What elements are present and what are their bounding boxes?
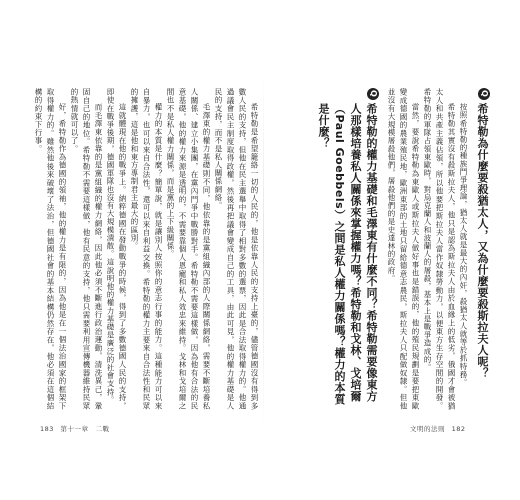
page-number: 183 (40, 425, 54, 433)
question-heading-1 (474, 88, 490, 410)
paragraph: 這就體現在他的戰爭上。納粹德國在發動戰爭的時候，得到了多數德國人民的支持，即使在戰爭後期，德國軍隊也沒有大規模潰散。這說明他的權力基礎是廣泛的社會支持。 (106, 88, 127, 410)
paragraph: 按照希特勒的種族鬥爭理論，猶太人就是最大的內奸，殺猶太人就等於抓特務。 (459, 103, 468, 387)
question-icon: Q (367, 88, 379, 100)
left-footer (40, 424, 114, 433)
question-heading-2 (315, 88, 379, 410)
paragraph: 毛澤東的權力基礎則不同，他依靠的是黨組織內部的人際關係網絡，需要不斷培養私人關係、建立小集團，在黨內鬥爭中戰勝對手。希特勒不需要這樣做，因為他有合法的民意基礎，他的權力來源是透明的，不需要靠個人恩寵和私人效忠來維持。戈林和戈培爾之間也不是私人權力關係，而是黨的上下級關係。 (166, 88, 211, 410)
page-number: 182 (451, 425, 466, 433)
left-page (34, 88, 260, 410)
paragraph: 而毛澤東依靠的是黨組織的權力網絡，因此他必須不斷進行政治運動，清洗異己，鞏固自己的地位。希特勒不需要這樣做，他有民意的支持，他只需要利用宣傳機器維持民眾的熱情就可以了。 (70, 88, 103, 410)
paragraph: 希特勒是希望籠絡一切的人民的，他是依靠人民的支持上臺的，儘管德國沒有得到多數人民的支持，但他在民主選舉中取得了相對多數的選票，因此是合法取得權力的。他通過議會民主制度取得政權，然後再把議會變成自己的工具，由此可見，他的權力基礎是人民的支持，而不是私人關係網絡。 (214, 88, 259, 410)
question-heading-2-text: 希特勒的權力基礎和毛澤東有什麼不同？希特勒需要像東方人那樣培養私人關係來掌握權力嗎？希特勒和戈林、戈培爾（Paul Goebbels）之間是私人權力關係嗎？權力的本質是什麼？ (317, 103, 378, 405)
paragraph: 希特勒其實沒有殺斯拉夫人，他只是認為斯拉夫人由於血緣上的低劣，俄國才會被猶太人和共產主義佔領，所以他要把斯拉夫人當作奴隸勞動力，以便東方生存空間的開發。希特勒的軍隊占領東歐時，對烏克蘭人和波蘭人的屠殺，基本上是戰爭造成的。 (423, 88, 456, 410)
paragraph: 好，希特勒作為德國的領袖，他的權力是有限的，因為他是在一個法治國家的框架下取得權力的。雖然他後來破壞了法治，但德國社會的基本結構仍然存在，他必須在這個結構的約束下行事。 (34, 88, 67, 410)
right-footer (410, 424, 470, 433)
paragraph: 當然，要說希特勒為東歐人或斯拉夫人做好事也是錯誤的，他的殖民規劃是要把東歐變成德國的農業殖民地，歐洲東部的土地只留給德意志農民，斯拉夫人只配做奴隸。但他並沒有大規模屠殺他們，屠殺他們的是史達林的政府。 (387, 88, 420, 410)
question-heading-1-text: 希特勒為什麼要殺猶太人，又為什麼要殺斯拉夫人呢？ (476, 103, 489, 379)
book-gutter (263, 70, 264, 430)
question-icon: Q (478, 88, 490, 100)
running-head: 第十一章 二戰 (60, 425, 110, 433)
paragraph: 權力的本質是什麼？簡單說，就是讓別人按照你的意志行事的能力。這種能力可以來自暴力，也可以來自合法性，還可以來自利益交換。希特勒的權力主要來自合法性和民眾的擁護，這是他和東方專制君主最大的區別。 (130, 88, 163, 410)
right-page (270, 88, 490, 410)
running-head: 文明的法則 (410, 425, 445, 433)
